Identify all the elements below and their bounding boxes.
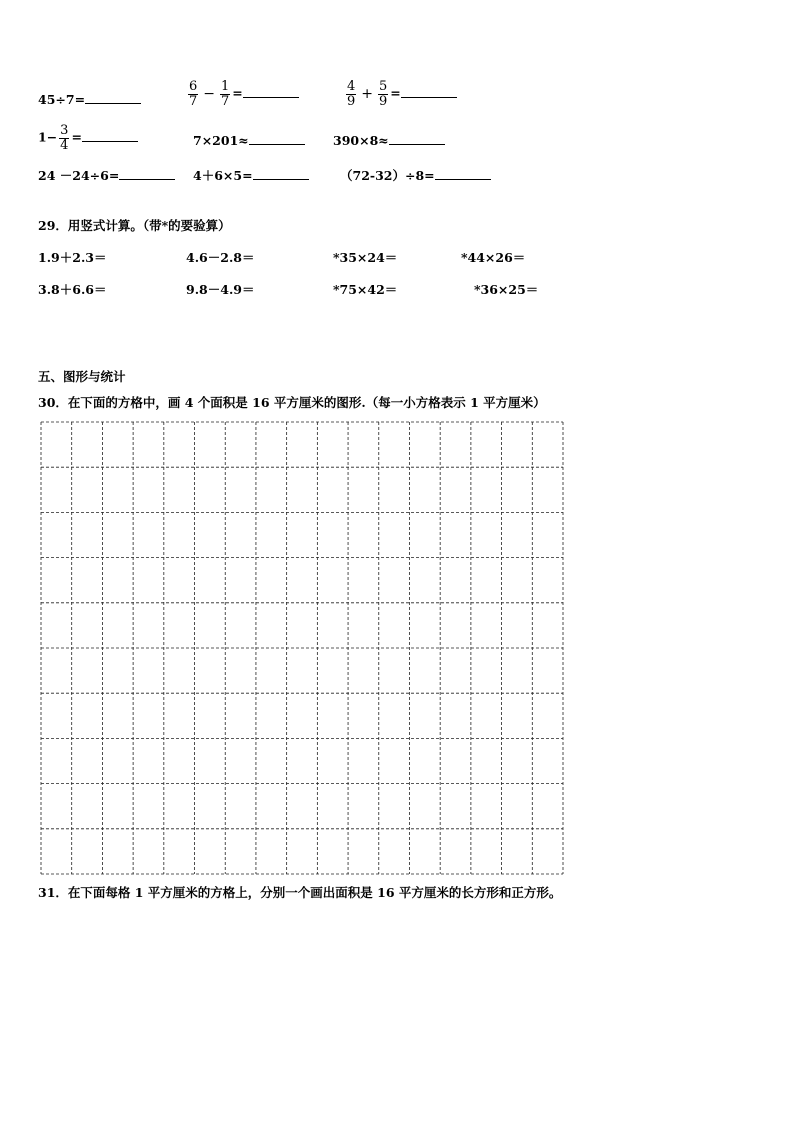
q29-item: 3.8＋6.6＝ [38, 282, 107, 297]
fraction-a: $\frac{4}{9}$ [347, 79, 356, 109]
answer-blank[interactable] [243, 86, 299, 98]
q29-item: *35×24＝ [333, 250, 398, 265]
q29-item: 1.9＋2.3＝ [38, 250, 107, 265]
answer-blank[interactable] [249, 133, 305, 145]
oral-q8: 4＋6×5= [193, 168, 309, 183]
oral-q9: （72-32）÷8= [340, 168, 491, 183]
answer-blank[interactable] [389, 133, 445, 145]
oral-q6: 390×8≈ [333, 133, 445, 148]
answer-blank[interactable] [85, 92, 141, 104]
oral-q5: 7×201≈ [193, 133, 305, 148]
fraction-a: $\frac{6}{7}$ [189, 79, 198, 109]
oral-q2: $\frac{6}{7}$ − $\frac{1}{7}$ = [186, 80, 299, 108]
oral-q7: 24 －24÷6= [38, 168, 175, 183]
answer-blank[interactable] [119, 168, 175, 180]
oral-q4: 1− $\frac{3}{4}$ = [38, 124, 138, 152]
q31-title: 31．在下面每格 1 平方厘米的方格上，分别一个画出面积是 16 平方厘米的长方形和正方形。 [38, 885, 562, 900]
q29-item: 9.8－4.9＝ [186, 282, 255, 297]
q29-item: 4.6－2.8＝ [186, 250, 255, 265]
oral-q1-text: 45÷7= [38, 92, 86, 107]
answer-blank[interactable] [82, 130, 138, 142]
fraction-b: $\frac{1}{7}$ [221, 79, 230, 109]
answer-blank[interactable] [435, 168, 491, 180]
answer-blank[interactable] [401, 86, 457, 98]
q30-title: 30．在下面的方格中，画 4 个面积是 16 平方厘米的图形.（每一小方格表示 1 平方厘米） [38, 395, 546, 410]
oral-q3: $\frac{4}{9}$ + $\frac{5}{9}$ = [344, 80, 457, 108]
fraction: $\frac{3}{4}$ [60, 123, 69, 153]
q29-item: *44×26＝ [461, 250, 526, 265]
q29-item: *75×42＝ [333, 282, 398, 297]
section-5-title: 五、图形与统计 [38, 369, 126, 384]
q29-title: 29．用竖式计算。（带*的要验算） [38, 218, 231, 233]
answer-blank[interactable] [253, 168, 309, 180]
square-grid[interactable] [40, 421, 564, 875]
fraction-b: $\frac{5}{9}$ [379, 79, 388, 109]
oral-q1 [38, 92, 141, 107]
q29-item: *36×25＝ [474, 282, 539, 297]
